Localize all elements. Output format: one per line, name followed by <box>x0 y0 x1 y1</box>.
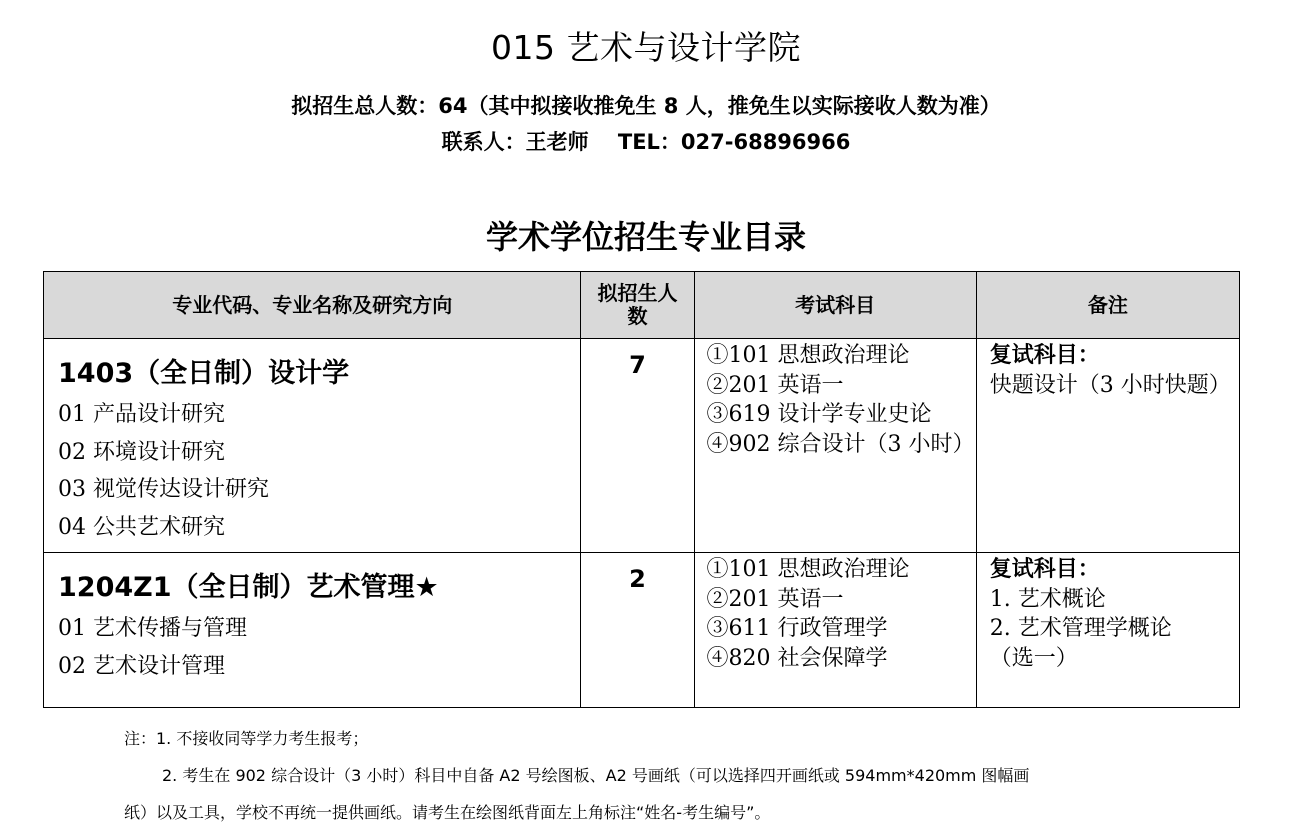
exam-item: ③619 设计学专业史论 <box>706 402 932 427</box>
direction-item: 01 艺术传播与管理 <box>58 616 247 641</box>
quota-cell <box>581 553 694 708</box>
exam-list <box>695 339 976 459</box>
enrollment-quota-line: 拟招生总人数：64（其中拟接收推免生 8 人，推免生以实际接收人数为准） <box>291 94 1001 118</box>
column-header-exams: 考试科目 <box>694 272 976 339</box>
table-row <box>44 553 1240 708</box>
major-cell <box>44 339 581 553</box>
table-row <box>44 339 1240 553</box>
exam-item: ②201 英语一 <box>706 372 844 398</box>
catalog-heading: 学术学位招生专业目录 <box>485 218 806 256</box>
exam-item: ④820 社会保障学 <box>706 645 888 671</box>
exam-item: ①101 思想政治理论 <box>706 557 910 582</box>
remark-item: 2. 艺术管理学概论 <box>989 616 1172 641</box>
major-name: 1403（全日制）设计学 <box>58 358 350 389</box>
exams-cell <box>694 553 976 708</box>
direction-item: 02 环境设计研究 <box>58 439 225 465</box>
exam-item: ④902 综合设计（3 小时） <box>706 431 975 457</box>
direction-item: 02 艺术设计管理 <box>58 653 225 679</box>
direction-item: 03 视觉传达设计研究 <box>58 477 269 502</box>
remark-title: 复试科目： <box>989 343 1100 368</box>
exam-item: ②201 英语一 <box>706 586 844 612</box>
note-item: 2. 考生在 902 综合设计（3 小时）科目中自备 A2 号绘图板、A2 号画纸（可以选择四开画纸或 594mm*420mm 图幅画 <box>162 766 1030 785</box>
note-item-continuation: 纸）以及工具，学校不再统一提供画纸。请考生在绘图纸背面左上角标注“姓名-考生编号”。 <box>124 803 771 822</box>
remark-text: 快题设计（3 小时快题） <box>989 372 1231 398</box>
direction-list <box>58 396 580 546</box>
direction-item: 01 产品设计研究 <box>58 402 225 427</box>
exam-item: ①101 思想政治理论 <box>706 343 910 368</box>
column-header-remarks: 备注 <box>976 272 1239 339</box>
table-header-row <box>44 272 1240 339</box>
major-name: 1204Z1（全日制）艺术管理★ <box>58 572 439 603</box>
note-item: 注：1. 不接收同等学力考生报考； <box>124 729 369 748</box>
remark-item: 1. 艺术概论 <box>989 586 1106 612</box>
column-header-quota: 拟招生人数 <box>581 272 694 339</box>
contact-line: 联系人：王老师 TEL：027-68896966 <box>441 130 851 154</box>
exams-cell <box>694 339 976 553</box>
notes-section <box>124 720 1184 831</box>
remarks-cell <box>976 553 1239 708</box>
major-cell <box>44 553 581 708</box>
direction-item: 04 公共艺术研究 <box>58 514 225 540</box>
column-header-major: 专业代码、专业名称及研究方向 <box>44 272 581 339</box>
remark-item: （选一） <box>989 645 1078 671</box>
major-catalog-table <box>43 271 1240 708</box>
quota-value: 7 <box>629 351 646 379</box>
quota-value: 2 <box>629 565 646 593</box>
remark-title: 复试科目： <box>989 557 1100 582</box>
page-title: 015 艺术与设计学院 <box>491 28 801 67</box>
exam-item: ③611 行政管理学 <box>706 616 888 641</box>
quota-cell <box>581 339 694 553</box>
direction-list <box>58 610 580 685</box>
exam-list <box>695 553 976 673</box>
remarks-cell <box>976 339 1239 553</box>
